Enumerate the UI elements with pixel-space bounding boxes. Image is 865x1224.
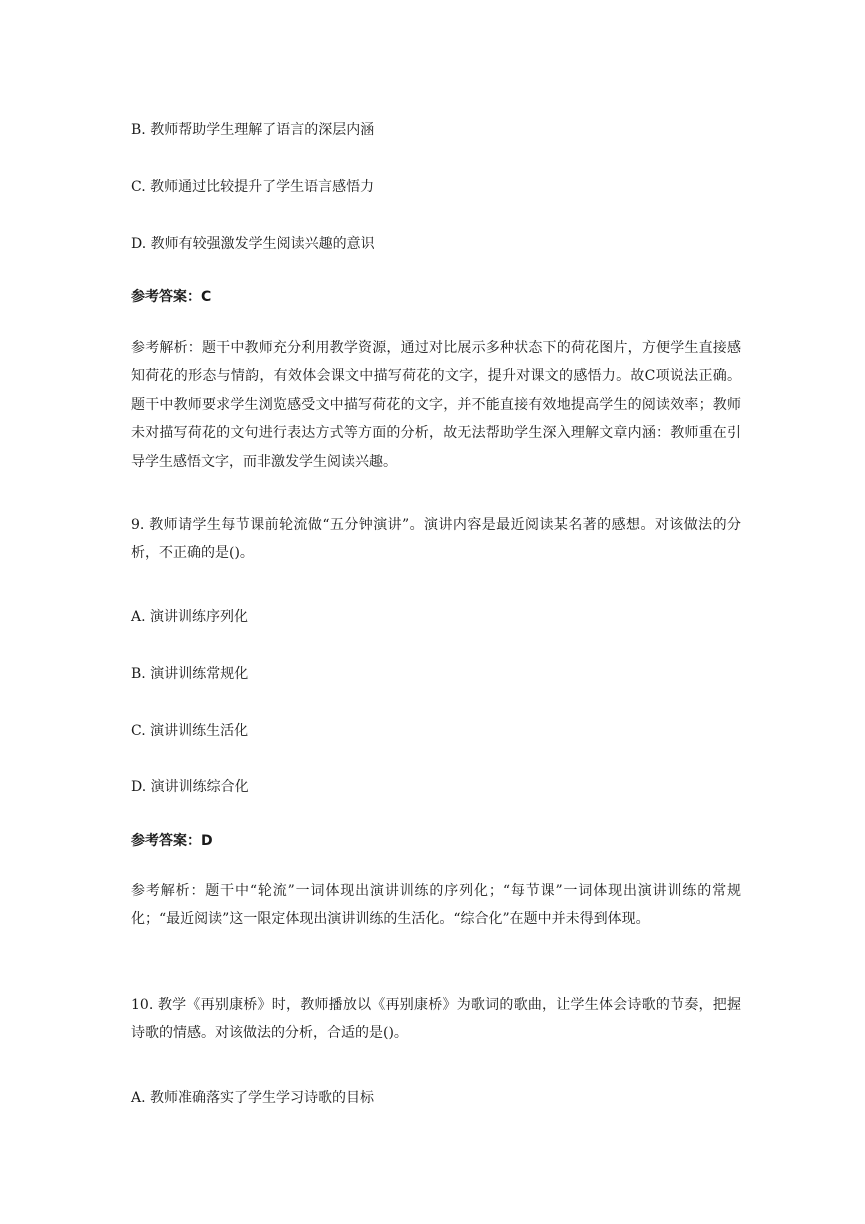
q8-analysis: 参考解析：题干中教师充分利用教学资源，通过对比展示多种状态下的荷花图片，方便学生直接感知荷花的形态与情韵，有效体会课文中描写荷花的文字，提升对课文的感悟力。故C项说法正确。题干中教师要求学生浏览感受文中描写荷花的文字，并不能直接有效地提高学生的阅读效率；教师未对描写荷花的文句进行表达方式等方面的分析，故无法帮助学生深入理解文章内涵：教师重在引导学生感悟文字，而非激发学生阅读兴趣。: [131, 340, 741, 470]
q9-option-a: A. 演讲训练序列化: [131, 609, 249, 625]
q8-answer: 参考答案：C: [131, 289, 212, 305]
q8-option-d: D. 教师有较强激发学生阅读兴趣的意识: [131, 236, 375, 252]
q8-option-b: B. 教师帮助学生理解了语言的深层内涵: [131, 122, 375, 138]
q8-option-c: C. 教师通过比较提升了学生语言感悟力: [131, 179, 375, 195]
q9-analysis: 参考解析：题干中“轮流”一词体现出演讲训练的序列化；“每节课”一词体现出演讲训练的常规化；“最近阅读”这一限定体现出演讲训练的生活化。“综合化”在题中并未得到体现。: [131, 883, 741, 928]
q10-stem: 10. 教学《再别康桥》时，教师播放以《再别康桥》为歌词的歌曲，让学生体会诗歌的节奏，把握诗歌的情感。对该做法的分析，合适的是()。: [131, 997, 741, 1042]
q9-answer: 参考答案：D: [131, 833, 213, 849]
q9-option-c: C. 演讲训练生活化: [131, 723, 249, 739]
q9-option-d: D. 演讲训练综合化: [131, 779, 249, 795]
q9-stem: 9. 教师请学生每节课前轮流做“五分钟演讲”。演讲内容是最近阅读某名著的感想。对该做法的分析，不正确的是()。: [131, 517, 741, 562]
q9-option-b: B. 演讲训练常规化: [131, 666, 249, 682]
q10-option-a: A. 教师准确落实了学生学习诗歌的目标: [131, 1090, 375, 1106]
